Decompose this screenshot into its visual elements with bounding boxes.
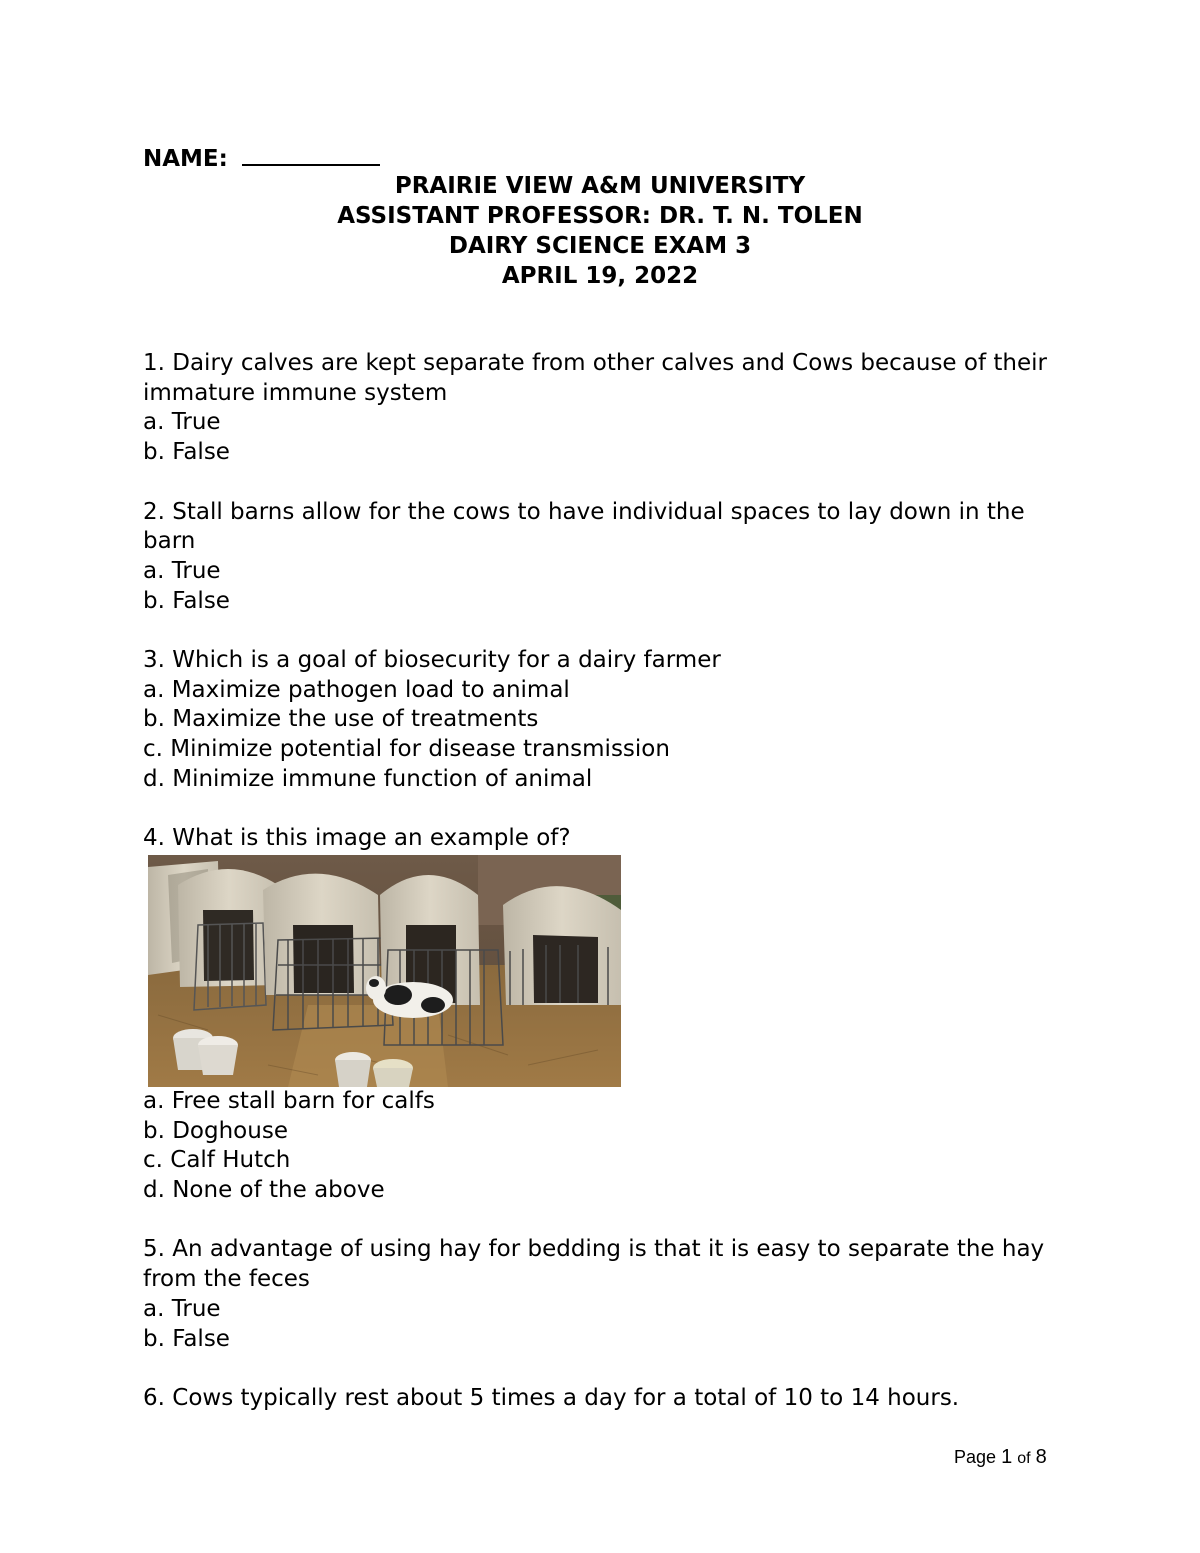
question-6 [143, 1384, 1063, 1414]
university-title: PRAIRIE VIEW A&M UNIVERSITY [394, 173, 806, 199]
question-prompt: 5. An advantage of using hay for bedding is that it is easy to separate the hay from the feces [143, 1236, 1045, 1293]
name-blank[interactable] [242, 142, 380, 166]
question-1 [143, 349, 1063, 468]
question-prompt: 1. Dairy calves are kept separate from other calves and Cows because of their immature immune system [143, 350, 1047, 406]
answer-option: c. Calf Hutch [143, 1147, 291, 1174]
page-number [954, 1446, 1047, 1469]
answer-option: a. True [143, 1295, 221, 1322]
exam-date: APRIL 19, 2022 [501, 263, 699, 289]
answer-option: a. Free stall barn for calfs [143, 1087, 435, 1114]
answer-option: d. None of the above [143, 1177, 385, 1204]
course-title: DAIRY SCIENCE EXAM 3 [448, 233, 752, 259]
question-prompt: 3. Which is a goal of biosecurity for a dairy farmer [143, 647, 721, 673]
page-word: Page [954, 1447, 997, 1467]
name-field-line [143, 142, 380, 174]
professor-line: ASSISTANT PROFESSOR: DR. T. N. TOLEN [337, 203, 863, 229]
question-4 [143, 824, 1063, 1206]
question-5 [143, 1235, 1063, 1354]
answer-option: d. Minimize immune function of animal [143, 765, 593, 792]
question-2 [143, 498, 1063, 617]
answer-option: b. Doghouse [143, 1117, 288, 1144]
question-list [143, 349, 1063, 1443]
answer-option: c. Minimize potential for disease transmission [143, 736, 670, 763]
exam-header [0, 171, 1200, 291]
question-prompt: 6. Cows typically rest about 5 times a day for a total of 10 to 14 hours. [143, 1384, 960, 1411]
calf-hutches-photo [148, 855, 621, 1087]
page-current: 1 [1001, 1446, 1013, 1468]
answer-option: b. False [143, 439, 230, 466]
of-word: of [1017, 1450, 1031, 1467]
name-label: NAME: [143, 146, 228, 172]
answer-option: b. False [143, 1325, 230, 1352]
page-total: 8 [1035, 1446, 1047, 1468]
answer-option: a. True [143, 557, 221, 584]
answer-option: a. True [143, 409, 221, 436]
answer-option: b. False [143, 587, 230, 614]
question-prompt: 2. Stall barns allow for the cows to have individual spaces to lay down in the barn [143, 498, 1025, 555]
answer-option: b. Maximize the use of treatments [143, 706, 539, 733]
answer-option: a. Maximize pathogen load to animal [143, 676, 570, 703]
question-3 [143, 646, 1063, 795]
question-prompt: 4. What is this image an example of? [143, 825, 571, 852]
